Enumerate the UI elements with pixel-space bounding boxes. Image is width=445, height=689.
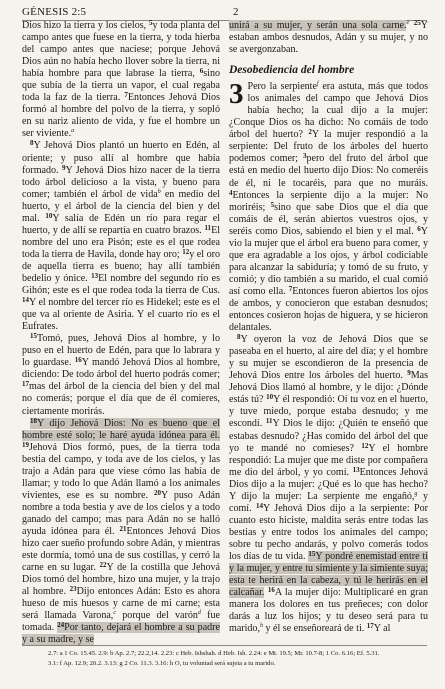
verse-body: Dijo entonces Adán: Esto es ahora hueso de mis huesos y carne de mi carne; esta será llamada Varona, [22,586,220,622]
verse-body: Y estaban ambos desnudos, Adán y su mujer, y no se avergonzaban. [229,20,428,56]
chapter-opening [229,78,429,635]
chapter-three-text [229,78,429,635]
verse-body: y el oro de aquella tierra es bueno; hay allí también bedelio y ónice. [22,248,220,284]
verse-text [22,297,220,332]
verse-number: 23 [69,585,77,594]
section-title: Desobediencia del hombre [229,64,355,77]
verse-body: era astuta, más que todos los animales del campo que Jehová Dios había hecho; la cual dijo a la mujer: ¿Conque Dios os ha dicho: No comáis de todo árbol del huerto? [229,81,428,141]
verse-body: Y mandó Jehová Dios al hombre, diciendo: De todo árbol del huerto podrás comer; [22,357,220,381]
verse-body: Y puso Adán nombre a toda bestia y ave de los cielos y a todo ganado del campo; mas para Adán no se halló ayuda idónea para él. [22,489,220,537]
footnote-line: 3.1: f Ap. 12.9; 20.2. 3.13: g 2 Co. 11.3. 3.16: h O, tu voluntad será sujeta a tu marido. [48,660,276,667]
verse-number: 11 [265,417,273,426]
verse-body: Y Jehová Dios dijo a la serpiente: Por cuanto esto hiciste, maldita serás entre todas las bestias y entre todos los animales del campo; sobre tu pecho andarás, y polvo comerás todos los días de tu vida. [229,502,428,562]
verse-body: Y él respondió: Oí tu voz en el huerto, y tuve miedo, porque estaba desnudo; y me escondí. [229,394,428,430]
verse-number: 21 [119,524,127,533]
verse-number: 14 [256,501,264,510]
verse-body: Y la mujer respondió a la serpiente: Del fruto de los árboles del huerto podemos comer; [229,129,428,165]
verse-number: 13 [91,271,99,280]
left-column-text [22,20,220,646]
highlighted-verse [229,20,406,31]
right-column [229,20,428,635]
verse-number: 14 [22,296,29,305]
verse-number: 9 [407,369,411,378]
verse-number: 7 [124,91,128,100]
verse-body: Mas Jehová Dios llamó al hombre, y le dijo: ¿Dónde estás tú? [229,370,428,406]
verse-number: 8 [30,139,34,148]
verse-body: Y dijo Jehová Dios: No es bueno que el hombre esté solo; le haré ayuda idónea para él. [22,417,220,441]
verse-body: Y oyeron la voz de Jehová Dios que se paseaba en el huerto, al aire del día; y el hombre y su mujer se escondieron de la presencia de Jehová Dios entre los árboles del huerto. [229,334,428,382]
verse-body: El nombre del uno era Pisón; este es el que rodea toda la tierra de Havila, donde hay oro; [22,224,220,260]
footnote-marker[interactable]: f [316,81,319,88]
verse-number: 10 [45,211,53,220]
verse-body: en medio del huerto, y el árbol de la ciencia del bien y del mal. [22,188,221,224]
verse-body: Entonces fueron abiertos los ojos de ambos, y conocieron que estaban desnudos; entonces cosieron hojas de higuera, y se hicieron delantales. [229,285,429,334]
verse-number: 10 [266,393,274,402]
verse-number: 16 [267,586,275,595]
verse-body: Entonces Jehová Dios formó al hombre del polvo de la tierra, y sopló en su nariz aliento de vida, y fue el hombre un ser viviente. [22,92,220,140]
verse-number: 9 [61,163,66,172]
verse-body: porque del varón [116,610,198,622]
verse-body: Y Jehová Dios hizo nacer de la tierra todo árbol delicioso a la vista, y bueno para comer; también el árbol de vida [22,164,220,200]
verse-body: unirá a su mujer, y serán una sola carne. [229,20,407,31]
verse-body: y comí. [229,490,428,514]
verse-number: 16 [74,356,82,365]
verse-text [263,623,367,634]
verse-body: y él se enseñoreará de ti. [262,623,367,635]
verse-body: Por tanto, dejará el hombre a su padre y a su madre, y se [22,622,220,646]
verse-number: 12 [361,441,369,450]
verse-body: Y pondré enemistad entre ti y la mujer, y entre tu simiente y la simiente suya; esta te herirá en la cabeza, y tú le herirás en el calcañar. [229,550,428,599]
footnote-line: 2.7: a 1 Co. 15.45. 2.9: b Ap. 2.7; 22.2,14. 2.23: c Heb. Ishshah. d Heb. Ish. 2.24: e Mt. 19.5; Mr. 10.7-8; 1 Co. 6.16; Ef. 5.31. [48,650,380,657]
footnote-marker[interactable]: h [259,623,263,630]
verse-body: El nombre del segundo río es Gihón; este es el que rodea toda la tierra de Cus. [22,272,220,297]
footnote-marker[interactable]: b [157,188,161,195]
verse-body: Entonces Jehová Dios hizo caer sueño profundo sobre Adán, y mientras este dormía, tomó una de sus costillas, y cerró la carne en su lugar. [22,525,220,574]
verse-body: Y al [373,623,391,635]
verse-body: Entonces la serpiente dijo a la mujer: No moriréis; [229,189,428,213]
footnote-marker[interactable]: g [414,490,418,497]
verse-number: 15 [30,332,37,341]
verse-text [22,213,220,236]
verse-body: Entonces Jehová Dios dijo a la mujer: ¿Qué es lo que has hecho? Y dijo la mujer: La serpiente me engañó, [229,466,428,502]
verse-number: 15 [308,549,316,558]
running-reference: GÉNESIS 2:5 [22,6,87,18]
verse-number: 5 [270,200,275,209]
verse-body: pero del fruto del árbol que está en medio del huerto dijo Dios: No comeréis de él, ni le tocaréis, para que no muráis. [229,153,429,189]
verse-text [229,334,428,381]
verse-number: 7 [288,284,293,293]
verse-text [22,20,149,31]
verse-number: 13 [352,465,360,474]
verse-body: Y salía de Edén un río para regar el huerto, y de allí se repartía en cuatro brazos. [22,212,220,236]
left-column [22,20,220,646]
verse-body: Y el hombre respondió: La mujer que me diste por compañera me dio del árbol, y yo comí. [229,442,428,478]
verse-body: Y vio la mujer que el árbol era bueno para comer, y que era agradable a los ojos, y árbol codiciable para alcanzar la sabiduría; y tomó de su fruto, y comió; y dio también a su marido, el cual comió así como ella. [229,225,428,297]
right-column-continuation [229,20,428,56]
verse-number: 3 [302,152,307,161]
verse-number: 20 [153,488,161,497]
verse-number: 18 [30,416,37,425]
verse-body: y toda planta del campo antes que fuese en la tierra, y toda hierba del campo antes que naciese; porque Jehová Dios aún no había hecho llover sobre la tierra, ni había hombre para que labrase la tierra, [22,20,220,80]
verse-number: 6 [417,224,421,233]
verse-body: Jehová Dios formó, pues, de la tierra toda bestia del campo, y toda ave de los cielos, y las trajo a Adán para que viese cómo las había de llamar; y todo lo que Adán llamó a los animales vivientes, ese es su nombre. [22,441,220,501]
page-number: 2 [233,6,239,18]
verse-number: 24 [57,621,65,630]
footnote-divider [22,645,427,646]
verse-body: A la mujer dijo: Multiplicaré en gran manera los dolores en tus preñeces; con dolor darás a luz los hijos; y tu deseo será para tu marido, [229,587,429,635]
verse-number: 25 [413,19,421,27]
verse-body: Y Jehová Dios plantó un huerto en Edén, al oriente; y puso allí al hombre que había formado. [22,140,220,176]
verse-number: 22 [99,561,107,570]
verse-number: 5 [148,19,153,27]
footnote-marker[interactable]: a [71,128,75,135]
verse-number: 19 [22,440,29,449]
verse-number: 6 [199,67,204,76]
verse-text [367,623,391,634]
highlighted-verse [22,418,220,441]
verse-number: 17 [366,622,374,631]
verse-body: mas del árbol de la ciencia del bien y del mal no comerás; porque el día que de él comieres, ciertamente morirás. [22,381,220,417]
chapter-number: 3 [229,78,244,111]
verse-body: Y el nombre del tercer río es Hidekel; este es el que va al oriente de Asiria. Y el cuarto río es el Eufrates. [22,297,220,333]
verse-body: Dios hizo la tierra y los cielos, [22,20,149,31]
verse-text [248,81,317,92]
verse-number: 4 [229,188,233,197]
footnote-marker[interactable]: c [113,610,116,617]
verse-body: Y Dios le dijo: ¿Quién te enseñó que estabas desnudo? ¿Has comido del árbol del que yo te mandé no comieses? [229,418,428,454]
verse-body: sino que subía de la tierra un vapor, el cual regaba toda la faz de la tierra. [22,68,220,104]
verse-text [22,381,220,416]
verse-text [116,610,198,621]
footnote-marker[interactable]: e [406,20,410,26]
verse-body: Y de la costilla que Jehová Dios tomó del hombre, hizo una mujer, y la trajo al hombre. [22,562,220,598]
verse-number: 12 [182,247,190,256]
verse-body: sino que sabe Dios que el día que comáis de él, serán abiertos vuestros ojos, y seréis como Dios, sabiendo el bien y el mal. [229,201,428,237]
footnote-marker[interactable]: d [197,610,201,617]
verse-number: 17 [22,380,29,389]
verse-number: 11 [204,223,212,232]
footnotes [48,649,427,669]
running-header [22,4,427,21]
verse-body: Tomó, pues, Jehová Dios al hombre, y lo puso en el huerto de Edén, para que lo labrara y lo guardase. [22,333,220,369]
verse-number: 2 [308,128,312,137]
verse-number: 8 [237,333,241,342]
verse-body: fue tomada. [22,610,220,634]
verse-body: Pero la serpiente [247,81,317,93]
